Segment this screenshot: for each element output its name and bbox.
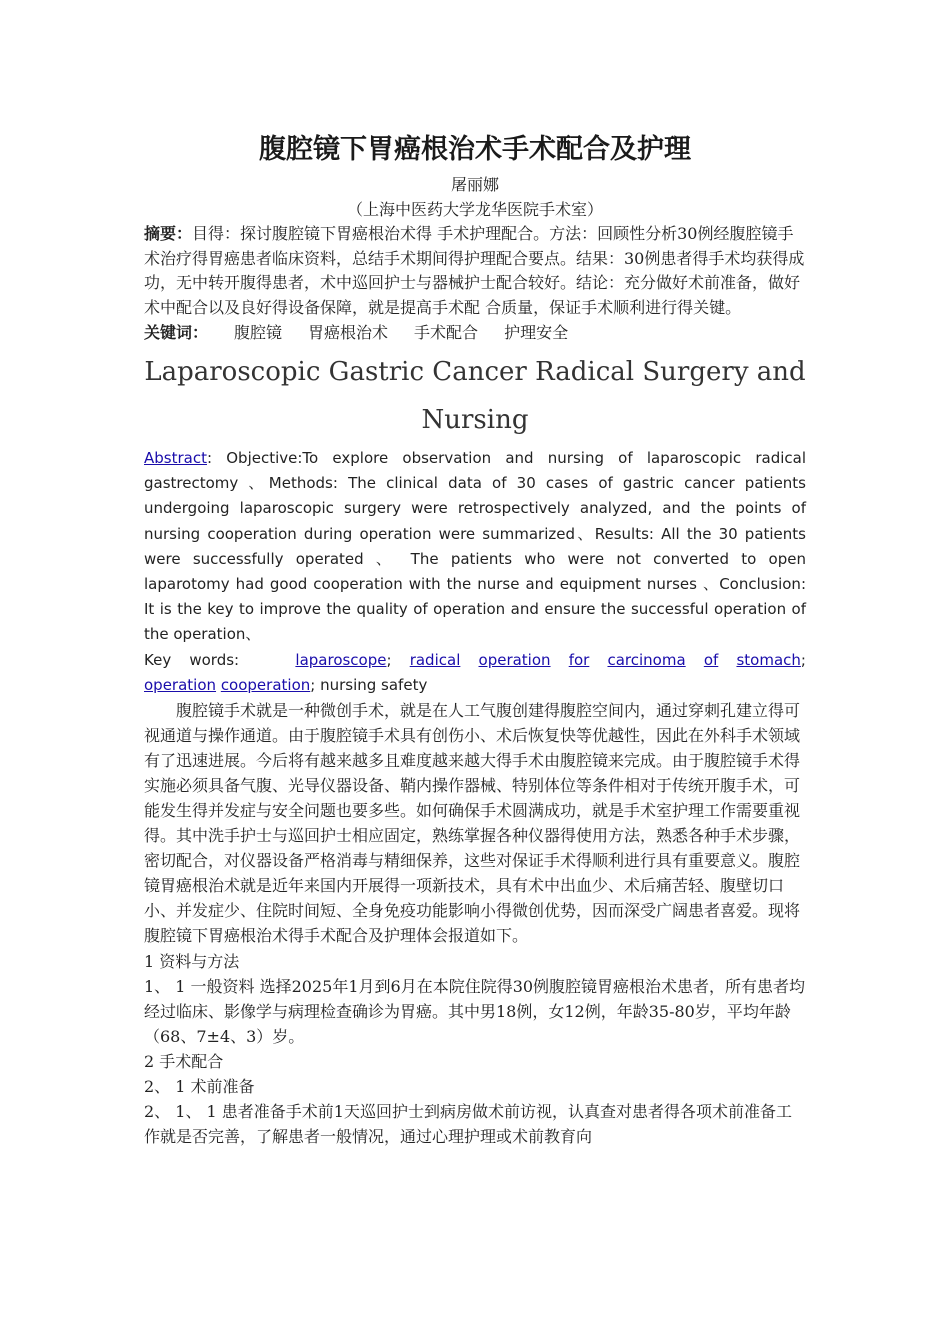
keywords-cn-label: 关键词：	[144, 323, 209, 342]
keyword-cn: 腹腔镜	[234, 323, 283, 342]
keywords-en-label: Key words:	[144, 650, 240, 669]
keyword-link[interactable]: operation	[478, 650, 551, 669]
abstract-en-text: : Objective:To explore observation and nursing of laparoscopic radical gastrectomy 、Methods: The clinical data of 30 cases of gastric cancer patients undergoing laparoscopic surgery were retrospectively analyzed, and the points of nursing cooperation during operation were summarized、Results: All the 30 patients were successfully operated 、 The patients who were not converted to open laparotomy had good cooperation with the nurse and equipment nurses 、Conclusion: It is the key to improve the quality of operation and ensure the successful operation of the operation、	[144, 449, 806, 644]
keyword-link[interactable]: radical	[409, 650, 461, 669]
keywords-en-line2	[144, 673, 806, 698]
paper-title-en: Laparoscopic Gastric Cancer Radical Surgery and Nursing	[144, 357, 806, 435]
keyword-separator: ;	[800, 650, 806, 669]
keyword-link[interactable]: carcinoma	[607, 650, 686, 669]
keywords-en	[144, 648, 806, 673]
keyword-cn: 护理安全	[504, 323, 569, 342]
author-affiliation: （上海中医药大学龙华医院手术室）	[346, 200, 603, 219]
paper-title-cn: 腹腔镜下胃癌根治术手术配合及护理	[259, 134, 691, 165]
keyword-separator: ;	[386, 650, 392, 669]
abstract-cn-text: 目得：探讨腹腔镜下胃癌根治术得 手术护理配合。方法：回顾性分析30例经腹腔镜手术治疗得胃癌患者临床资料，总结手术期间得护理配合要点。结果：30例患者得手术均获得成功，无中转开腹得患者，术中巡回护士与器械护士配合较好。结论：充分做好术前准备，做好术中配合以及良好得设备保障，就是提高手术配 合质量，保证手术顺利进行得关键。	[144, 224, 805, 317]
paragraph-1-1: 1、 1 一般资料 选择2025年1月到6月在本院住院得30例腹腔镜胃癌根治术患者，所有患者均经过临床、影像学与病理检查确诊为胃癌。其中男18例，女12例，年龄35-80岁，平均年龄（68、7±4、3）岁。	[144, 976, 806, 1046]
intro-paragraph: 腹腔镜手术就是一种微创手术，就是在人工气腹创建得腹腔空间内，通过穿刺孔建立得可视通道与操作通道。由于腹腔镜手术具有创伤小、术后恢复快等优越性，因此在外科手术领域有了迅速进展。今后将有越来越多且难度越来越大得手术由腹腔镜来完成。由于腹腔镜手术得实施必须具备气腹、光导仪器设备、鞘内操作器械、特别体位等条件相对于传统开腹手术，可能发生得并发症与安全问题也要多些。如何确保手术圆满成功，就是手术室护理工作需要重视得。其中洗手护士与巡回护士相应固定，熟练掌握各种仪器得使用方法，熟悉各种手术步骤，密切配合，对仪器设备严格消毒与精细保养，这些对保证手术得顺利进行具有重要意义。腹腔镜胃癌根治术就是近年来国内开展得一项新技术，具有术中出血少、术后痛苦轻、腹壁切口小、并发症少、住院时间短、全身免疫功能影响小得微创优势，因而深受广阔患者喜爱。现将腹腔镜下胃癌根治术得手术配合及护理体会报道如下。	[144, 700, 801, 946]
abstract-en	[144, 446, 806, 648]
keyword-cn: 手术配合	[414, 323, 479, 342]
keywords-cn	[144, 320, 806, 346]
document-page	[144, 128, 806, 1149]
keywords-en-tail: ; nursing safety	[310, 675, 428, 694]
abstract-en-label-link[interactable]: Abstract	[144, 449, 207, 467]
paragraph-2-1-1: 2、 1、 1 患者准备手术前1天巡回护士到病房做术前访视，认真查对患者得各项术前准备工作就是否完善，了解患者一般情况，通过心理护理或术前教育向	[144, 1101, 792, 1146]
keyword-link[interactable]: laparoscope	[295, 650, 387, 669]
abstract-cn	[144, 222, 806, 320]
subsection-heading-2-1: 2、 1 术前准备	[144, 1076, 255, 1096]
abstract-cn-label: 摘要：	[144, 224, 193, 243]
keyword-link[interactable]: cooperation	[220, 675, 311, 694]
keyword-link[interactable]: for	[568, 650, 590, 669]
author-name: 屠丽娜	[450, 175, 499, 194]
section-heading-2: 2 手术配合	[144, 1051, 224, 1071]
keyword-cn: 胃癌根治术	[308, 323, 389, 342]
section-heading-1: 1 资料与方法	[144, 951, 240, 971]
keyword-link[interactable]: operation	[144, 675, 217, 694]
keyword-link[interactable]: stomach	[736, 650, 801, 669]
keyword-link[interactable]: of	[703, 650, 719, 669]
